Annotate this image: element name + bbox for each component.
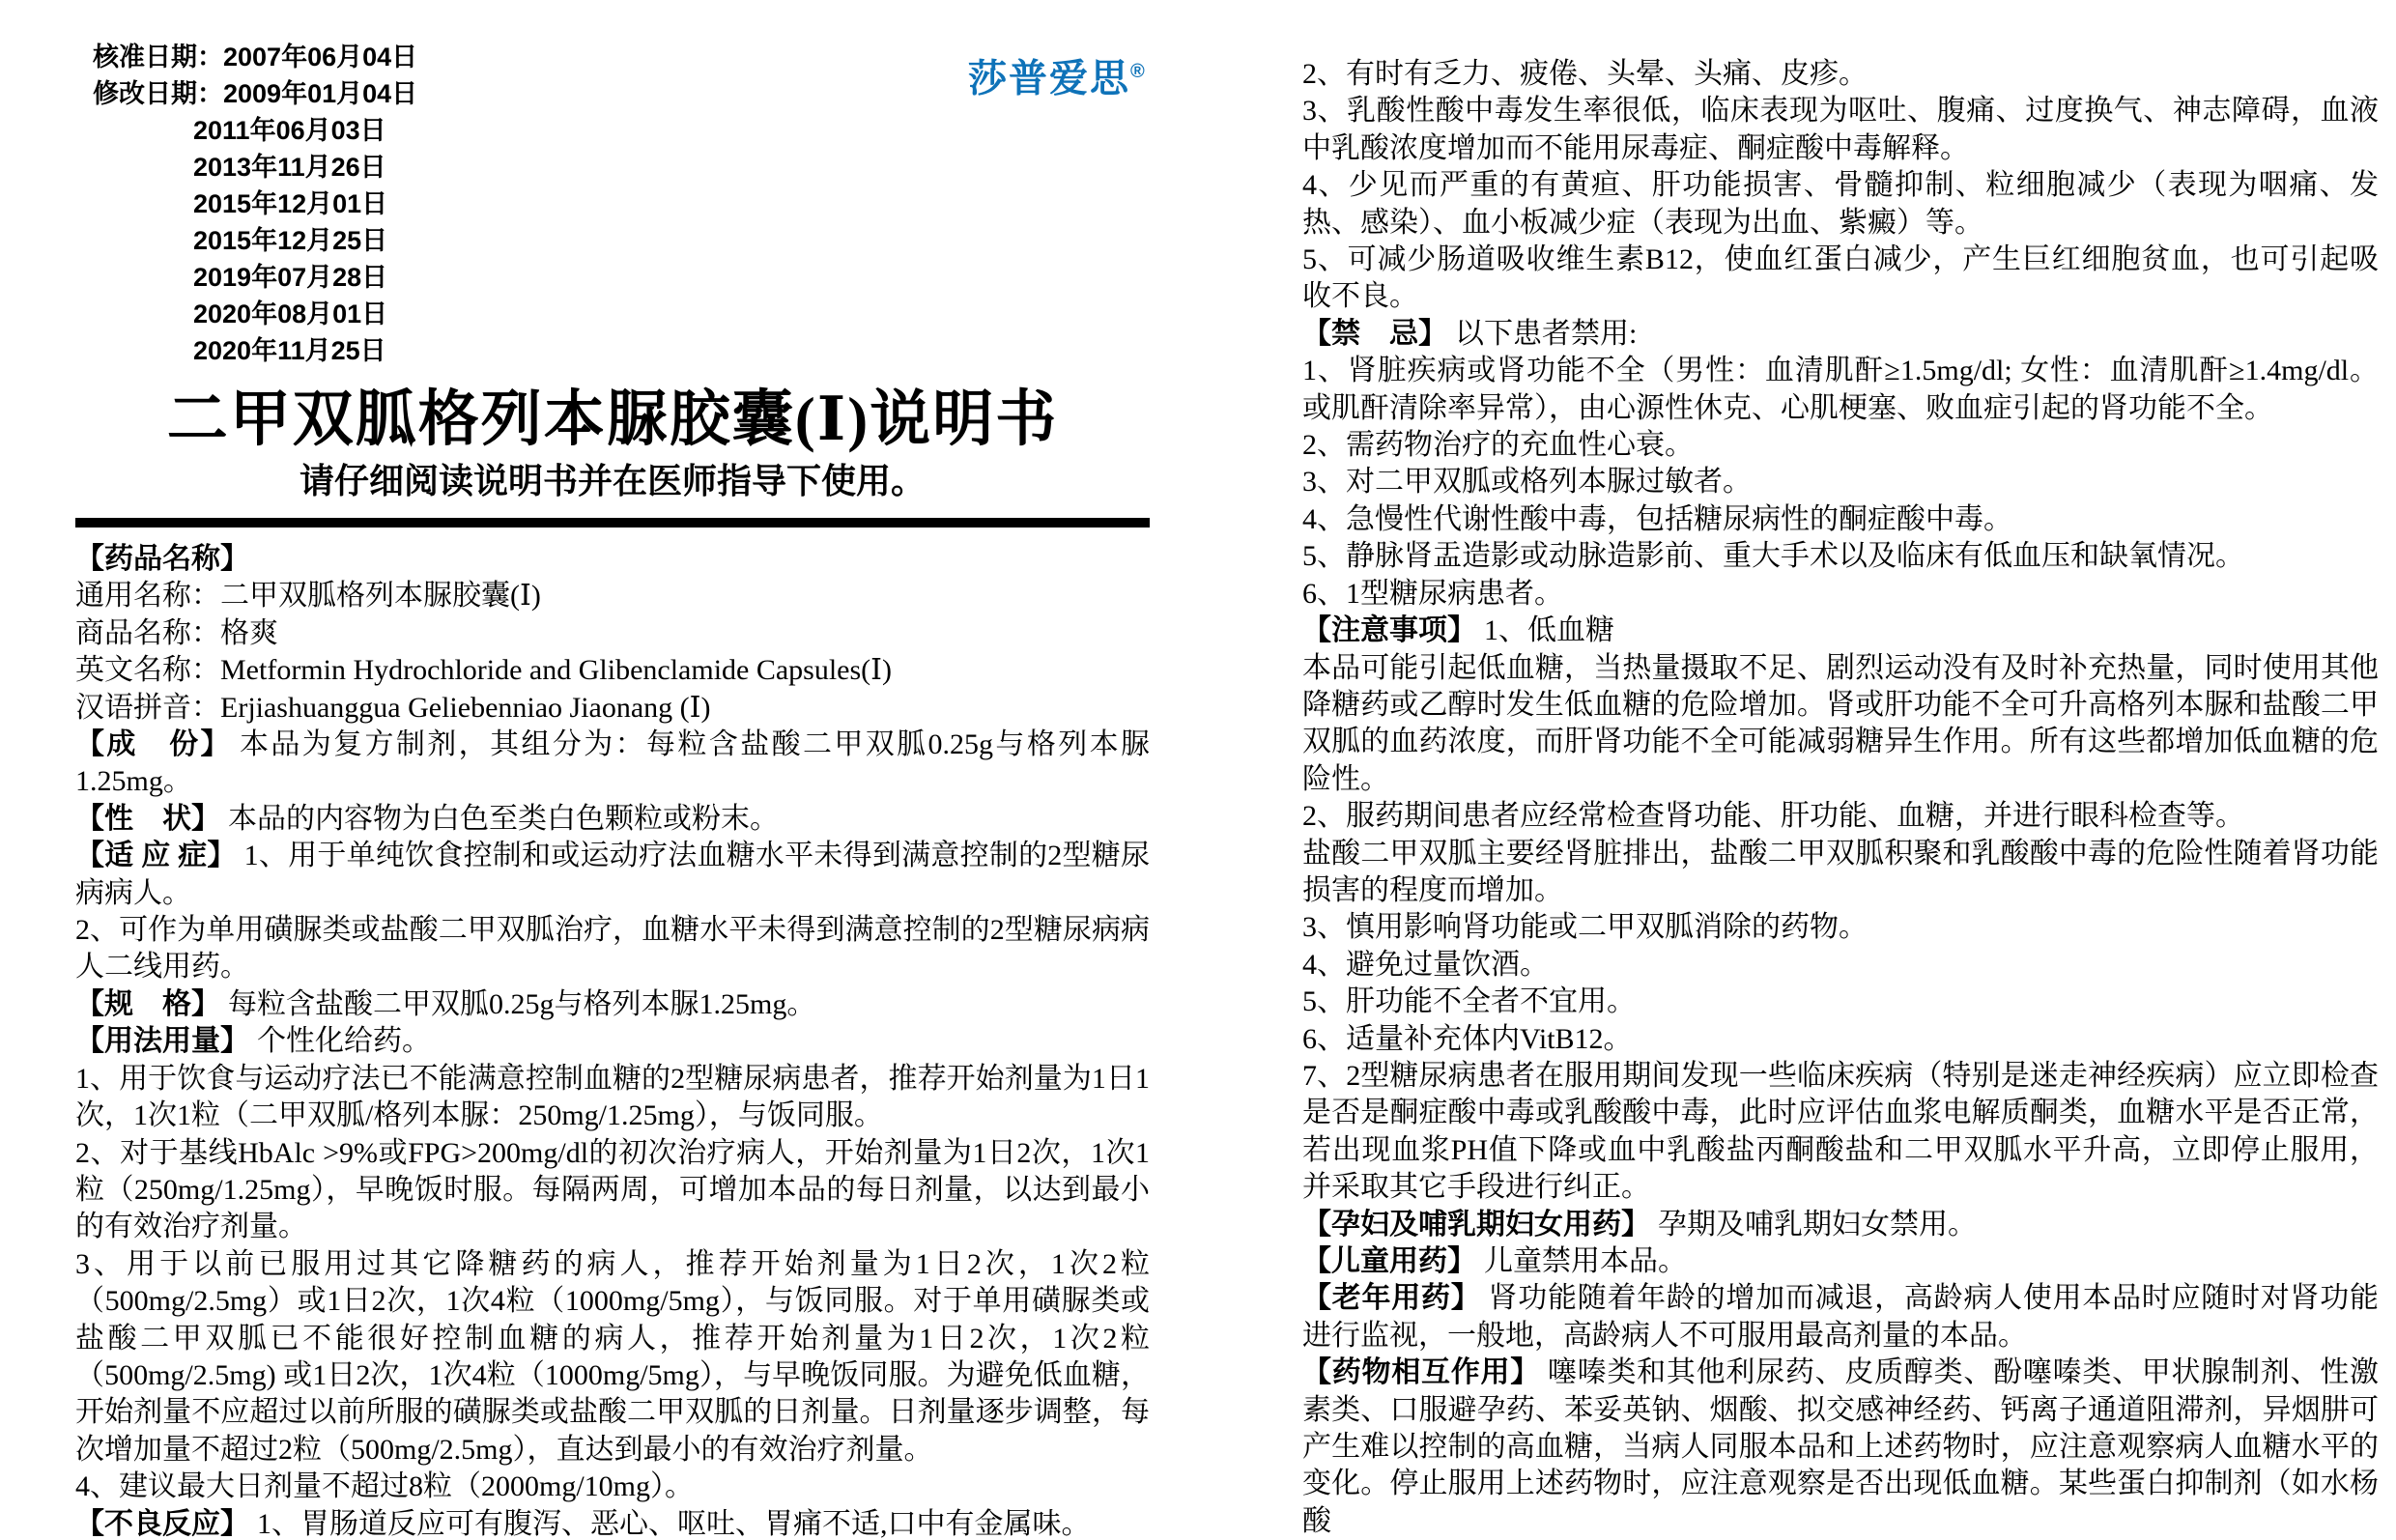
paragraph-text: 1、低血糖	[1484, 614, 1614, 647]
paragraph	[75, 690, 1150, 727]
paragraph-text: 盐酸二甲双胍主要经肾脏排出，盐酸二甲双胍积聚和乳酸酸中毒的危险性随着肾功能损害的程度而增加。	[1302, 837, 2379, 906]
paragraph	[1302, 56, 2379, 93]
section-header: 【儿童用药】	[1302, 1245, 1476, 1277]
section-header: 【孕妇及哺乳期妇女用药】	[1302, 1208, 1650, 1241]
right-column	[1302, 0, 2379, 1540]
paragraph	[1302, 1355, 2379, 1540]
paragraph	[1302, 1058, 2379, 1207]
paragraph-text: 3、对二甲双胍或格列本脲过敏者。	[1302, 466, 1752, 499]
section-header: 【用法用量】	[75, 1025, 249, 1058]
paragraph-text: 本品的内容物为白色至类白色颗粒或粉末。	[228, 802, 779, 835]
paragraph-text: 3、慎用影响肾功能或二甲双胍消除的药物。	[1302, 911, 1868, 944]
paragraph	[75, 615, 1150, 652]
revision-date-row	[75, 75, 1150, 112]
paragraph-text: 英文名称：Metformin Hydrochloride and Glibenclamide Capsules(Ⅰ)	[75, 654, 892, 687]
paragraph	[75, 1246, 1150, 1469]
paragraph-text: 2、服药期间患者应经常检查肾功能、肝功能、血糖，并进行眼科检查等。	[1302, 800, 2244, 833]
paragraph-text: 5、肝功能不全者不宜用。	[1302, 985, 1636, 1018]
paragraph-text: 4、避免过量饮酒。	[1302, 948, 1549, 981]
paragraph	[75, 578, 1150, 614]
right-column-body	[1302, 0, 2379, 1540]
section-header: 【药物相互作用】	[1302, 1356, 1540, 1389]
paragraph-text: 肾功能随着年龄的增加而减退，高龄病人使用本品时应随时对肾功能进行监视，一般地，高龄病人不可服用最高剂量的本品。	[1302, 1282, 2380, 1352]
revision-date-list	[75, 112, 1150, 369]
section-header: 【不良反应】	[75, 1507, 249, 1540]
paragraph-text: 5、静脉肾盂造影或动脉造影前、重大手术以及临床有低血压和缺氧情况。	[1302, 540, 2244, 573]
divider-bar	[75, 518, 1150, 528]
paragraph-text: 2、对于基线HbAlc >9%或FPG>200mg/dl的初次治疗病人，开始剂量为1日2次，1次1粒（250mg/1.25mg），早晚饭时服。每隔两周，可增加本品的每日剂量，以达到最小的有效治疗剂量。	[75, 1136, 1150, 1243]
brand-logo-text: 莎普爱思	[968, 57, 1130, 100]
section-header: 【适 应 症】	[75, 840, 237, 872]
paragraph	[1302, 909, 2379, 946]
page-subtitle: 请仔细阅读说明书并在医师指导下使用。	[299, 462, 926, 500]
approval-date-row	[75, 39, 1150, 75]
paragraph-text: 个性化给药。	[257, 1025, 431, 1058]
paragraph	[1302, 167, 2379, 242]
paragraph-text: 6、适量补充体内VitB12。	[1302, 1022, 1633, 1055]
paragraph-text: 本品可能引起低血糖，当热量摄取不足、剧烈运动没有及时补充热量，同时使用其他降糖药或乙醇时发生低血糖的危险增加。肾或肝功能不全可升高格列本脲和盐酸二甲双胍的血药浓度，而肝肾功能不全可能减弱糖异生作用。所有这些都增加低血糖的危险性。	[1302, 651, 2379, 795]
paragraph-text: 以下患者禁用:	[1455, 317, 1638, 350]
paragraph-text: 儿童禁用本品。	[1484, 1245, 1687, 1277]
registered-trademark-icon: ®	[1130, 61, 1145, 82]
section-header: 【禁 忌】	[1302, 317, 1447, 350]
revision-date-value: 2020年08月01日	[193, 299, 388, 328]
paragraph-text: 5、可减少肠道吸收维生素B12，使血红蛋白减少，产生巨红细胞贫血，也可引起吸收不良。	[1302, 243, 2379, 313]
paragraph-text: 6、1型糖尿病患者。	[1302, 577, 1563, 610]
approval-date-value: 2007年06月04日	[223, 43, 418, 71]
paragraph	[75, 838, 1150, 912]
paragraph	[75, 912, 1150, 986]
revision-date-value: 2013年11月26日	[193, 153, 386, 182]
paragraph-text: 汉语拼音：Erjiashuanggua Geliebenniao Jiaonang (Ⅰ)	[75, 691, 711, 724]
revision-date-value: 2015年12月25日	[193, 226, 388, 255]
revision-date-label: 修改日期：	[93, 79, 223, 108]
section-header: 【性 状】	[75, 802, 220, 835]
paragraph	[1302, 947, 2379, 984]
paragraph	[1302, 613, 2379, 649]
paragraph-text: 2、需药物治疗的充血性心衰。	[1302, 429, 1694, 462]
paragraph	[1302, 1207, 2379, 1243]
paragraph	[1302, 650, 2379, 799]
paragraph	[1302, 93, 2379, 167]
paragraph	[75, 1506, 1150, 1540]
page-title: 二甲双胍格列本脲胶囊(Ⅰ)说明书	[166, 385, 1059, 453]
paragraph	[1302, 464, 2379, 500]
paragraph	[1302, 501, 2379, 538]
paragraph-text: 孕期及哺乳期妇女禁用。	[1658, 1208, 1977, 1241]
approval-date-label: 核准日期：	[93, 43, 223, 71]
paragraph-text: 1、用于单纯饮食控制和或运动疗法血糖水平未得到满意控制的2型糖尿病病人。	[75, 840, 1151, 909]
paragraph-text: 本品为复方制剂，其组分为：每粒含盐酸二甲双胍0.25g与格列本脲1.25mg。	[75, 728, 1150, 798]
paragraph-text: 7、2型糖尿病患者在服用期间发现一些临床疾病（特别是迷走神经疾病）应立即检查是否是酮症酸中毒或乳酸酸中毒，此时应评估血浆电解质酮类，血糖水平是否正常，若出现血浆PH值下降或血中乳酸盐丙酮酸盐和二甲双胍水平升高，立即停止服用，并采取其它手段进行纠正。	[1302, 1059, 2379, 1204]
paragraph-text: 商品名称：格爽	[75, 616, 278, 649]
paragraph-text: 4、急慢性代谢性酸中毒，包括糖尿病性的酮症酸中毒。	[1302, 502, 2012, 535]
left-column	[75, 0, 1150, 1540]
revision-date-value: 2011年06月03日	[193, 116, 386, 145]
date-block	[75, 0, 1150, 369]
paragraph	[1302, 798, 2379, 835]
paragraph	[1302, 1021, 2379, 1058]
paragraph-text: 1、用于饮食与运动疗法已不能满意控制血糖的2型糖尿病患者，推荐开始剂量为1日1次，1次1粒（二甲双胍/格列本脲：250mg/1.25mg），与饭同服。	[75, 1062, 1150, 1132]
paragraph-text: 噻嗪类和其他利尿药、皮质醇类、酚噻嗪类、甲状腺制剂、性激素类、口服避孕药、苯妥英钠、烟酸、拟交感神经药、钙离子通道阻滞剂，异烟肼可产生难以控制的高血糖，当病人同服本品和上述药物时，应注意观察病人血糖水平的变化。停止服用上述药物时，应注意观察是否出现低血糖。某些蛋白抑制剂（如水杨酸	[1302, 1356, 2380, 1537]
paragraph	[75, 1469, 1150, 1505]
paragraph-text: 3、用于以前已服用过其它降糖药的病人，推荐开始剂量为1日2次，1次2粒（500mg/2.5mg）或1日2次，1次4粒（1000mg/5mg），与饭同服。对于单用磺脲类或盐酸二甲双胍已不能很好控制血糖的病人，推荐开始剂量为1日2次，1次2粒（500mg/2.5mg) 或1日2次，1次4粒（1000mg/5mg），与早晚饭同服。为避免低血糖，开始剂量不应超过以前所服的磺脲类或盐酸二甲双胍的日剂量。日剂量逐步调整，每次增加量不超过2粒（500mg/2.5mg），直达到最小的有效治疗剂量。	[75, 1247, 1150, 1466]
paragraph	[75, 986, 1150, 1023]
paragraph-text: 4、建议最大日剂量不超过8粒（2000mg/10mg）。	[75, 1470, 695, 1503]
paragraph	[1302, 538, 2379, 575]
paragraph	[75, 652, 1150, 689]
left-column-body	[75, 541, 1150, 1540]
paragraph	[75, 541, 1150, 578]
paragraph-text: 每粒含盐酸二甲双胍0.25g与格列本脲1.25mg。	[228, 987, 816, 1020]
section-header: 【老年用药】	[1302, 1282, 1481, 1315]
paragraph-text: 通用名称：二甲双胍格列本脲胶囊(Ⅰ)	[75, 580, 541, 613]
section-header: 【注意事项】	[1302, 614, 1476, 647]
section-header: 【药品名称】	[75, 543, 249, 575]
revision-date-value: 2015年12月01日	[193, 189, 388, 218]
section-header: 【成 份】	[75, 728, 232, 761]
paragraph-text: 2、有时有乏力、疲倦、头晕、头痛、皮疹。	[1302, 58, 1868, 90]
paragraph-text: 1、肾脏疾病或肾功能不全（男性：血清肌酐≥1.5mg/dl; 女性：血清肌酐≥1.4mg/dl。或肌酐清除率异常），由心源性休克、心肌梗塞、败血症引起的肾功能不全。	[1302, 355, 2379, 424]
paragraph	[75, 727, 1150, 801]
paragraph-text: 3、乳酸性酸中毒发生率很低，临床表现为呕吐、腹痛、过度换气、神志障碍，血液中乳酸浓度增加而不能用尿毒症、酮症酸中毒解释。	[1302, 95, 2379, 164]
paragraph	[75, 801, 1150, 838]
paragraph-text: 2、可作为单用磺脲类或盐酸二甲双胍治疗，血糖水平未得到满意控制的2型糖尿病病人二线用药。	[75, 914, 1150, 984]
revision-date-value: 2009年01月04日	[223, 79, 418, 108]
section-header: 【规 格】	[75, 987, 220, 1020]
revision-date-value: 2019年07月28日	[193, 263, 388, 292]
paragraph	[1302, 353, 2379, 427]
paragraph	[75, 1135, 1150, 1246]
paragraph	[1302, 427, 2379, 464]
paragraph	[1302, 576, 2379, 613]
paragraph	[1302, 1243, 2379, 1280]
paragraph	[75, 1023, 1150, 1060]
paragraph	[1302, 242, 2379, 316]
paragraph	[1302, 316, 2379, 353]
paragraph	[1302, 836, 2379, 910]
paragraph-text: 1、胃肠道反应可有腹泻、恶心、呕吐、胃痛不适,口中有金属味。	[257, 1507, 1091, 1540]
paragraph	[1302, 1280, 2379, 1355]
paragraph-text: 4、少见而严重的有黄疸、肝功能损害、骨髓抑制、粒细胞减少（表现为咽痛、发热、感染）、血小板减少症（表现为出血、紫癜）等。	[1302, 169, 2379, 239]
revision-date-value: 2020年11月25日	[193, 336, 386, 365]
paragraph	[1302, 984, 2379, 1020]
paragraph	[75, 1061, 1150, 1135]
